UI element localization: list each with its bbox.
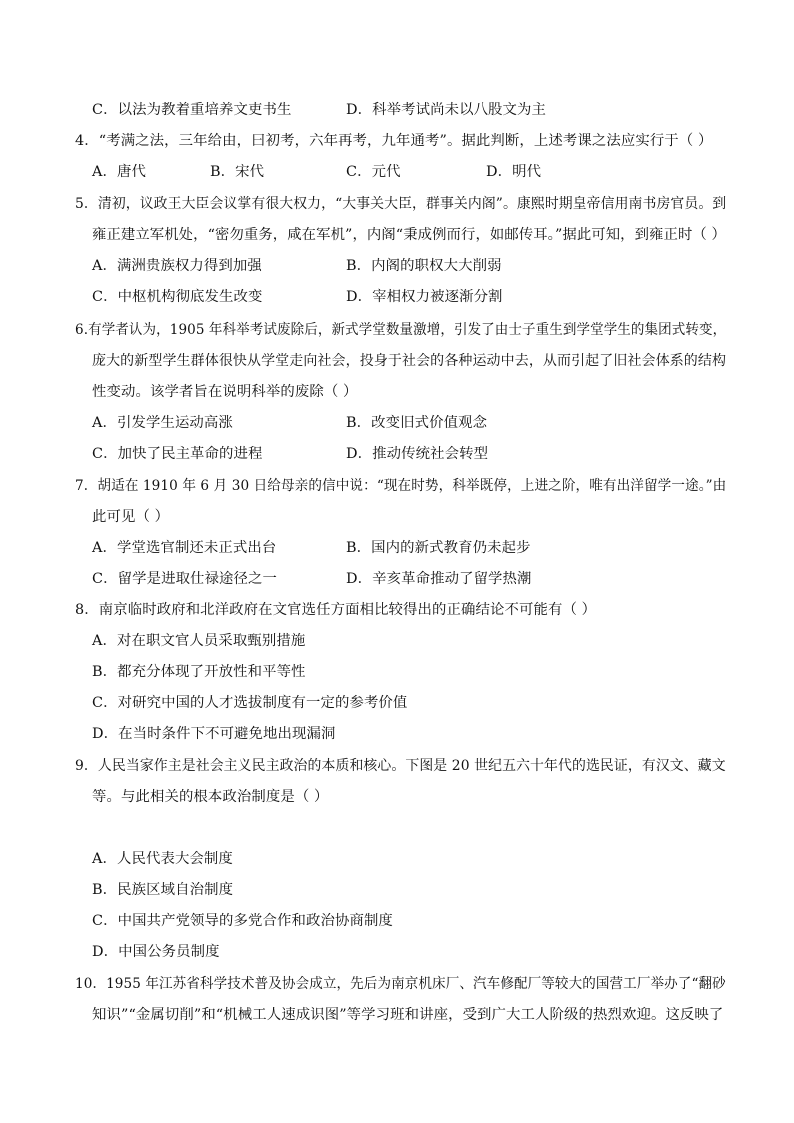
q3-option-d: D．科举考试尚未以八股文为主 — [346, 102, 547, 118]
q6-option-d: D．推动传统社会转型 — [346, 446, 489, 462]
q5-option-d: D．宰相权力被逐渐分割 — [346, 289, 503, 305]
q9-option-b: B．民族区域自治制度 — [92, 882, 234, 898]
q10-stem-line1: 10．1955 年江苏省科学技术普及协会成立，先后为南京机床厂、汽车修配厂等较大的国营工厂举办了“翻砂 — [75, 976, 726, 992]
q7-stem-line2: 此可见（ ） — [92, 509, 170, 525]
q8-option-d: D．在当时条件下不可避免地出现漏洞 — [92, 726, 336, 742]
q5-option-c: C．中枢机构彻底发生改变 — [92, 289, 263, 305]
q7-option-a: A．学堂选官制还未正式出台 — [92, 540, 277, 556]
q3-option-c: C．以法为教着重培养文吏书生 — [92, 102, 292, 118]
q5-stem-line2: 雍正建立军机处，“密勿重务，咸在军机”，内阁“秉成例而行，如邮传耳。”据此可知，到雍正时（ ） — [92, 227, 726, 243]
q5-option-b: B．内阁的职权大大削弱 — [346, 258, 502, 274]
q6-option-c: C．加快了民主革命的进程 — [92, 446, 263, 462]
q7-option-d: D．辛亥革命推动了留学热潮 — [346, 571, 532, 587]
q7-stem-line1: 7．胡适在 1910 年 6 月 30 日给母亲的信中说：“现在时势，科举既停，上进之阶，唯有出洋留学一途。”由 — [75, 478, 727, 494]
q6-option-b: B．改变旧式价值观念 — [346, 415, 488, 431]
q5-stem-line1: 5．清初，议政王大臣会议掌有很大权力，“大事关大臣，群事关内阁”。康熙时期皇帝信用南书房官员。到 — [75, 196, 727, 212]
q8-option-b: B．都充分体现了开放性和平等性 — [92, 664, 306, 680]
q7-option-b: B．国内的新式教育仍未起步 — [346, 540, 531, 556]
q8-option-a: A．对在职文官人员采取甄别措施 — [92, 633, 306, 649]
q4-option-a: A．唐代 — [92, 164, 146, 180]
q4-option-d: D．明代 — [486, 164, 542, 180]
q6-stem-line3: 性变动。该学者旨在说明科举的废除（ ） — [92, 384, 358, 400]
q4-option-c: C．元代 — [346, 164, 401, 180]
q4-stem: 4．“考满之法，三年给由，曰初考，六年再考，九年通考”。据此判断，上述考课之法应实行于（ ） — [75, 133, 713, 149]
q9-option-d: D．中国公务员制度 — [92, 944, 220, 960]
q9-stem-line1: 9．人民当家作主是社会主义民主政治的本质和核心。下图是 20 世纪五六十年代的选民证，有汉文、藏文 — [75, 758, 726, 774]
q8-option-c: C．对研究中国的人才选拔制度有一定的参考价值 — [92, 695, 408, 711]
q10-stem-line2: 知识”“金属切削”和“机械工人速成识图”等学习班和讲座，受到广大工人阶级的热烈欢迎。这反映了 — [92, 1007, 724, 1023]
q9-option-a: A．人民代表大会制度 — [92, 851, 233, 867]
q6-stem-line2: 庞大的新型学生群体很快从学堂走向社会，投身于社会的各种运动中去，从而引起了旧社会体系的结构 — [92, 353, 727, 369]
q5-option-a: A．满洲贵族权力得到加强 — [92, 258, 262, 274]
q7-option-c: C．留学是进取仕禄途径之一 — [92, 571, 277, 587]
q6-stem-line1: 6.有学者认为，1905 年科举考试废除后，新式学堂数量激增，引发了由士子重生到学堂学生的集团式转变， — [75, 322, 727, 338]
q9-option-c: C．中国共产党领导的多党合作和政治协商制度 — [92, 913, 393, 929]
q8-stem: 8．南京临时政府和北洋政府在文官选任方面相比较得出的正确结论不可能有（ ） — [75, 602, 597, 618]
q6-option-a: A．引发学生运动高涨 — [92, 415, 233, 431]
q9-stem-line2: 等。与此相关的根本政治制度是（ ） — [92, 789, 329, 805]
q4-option-b: B．宋代 — [210, 164, 265, 180]
